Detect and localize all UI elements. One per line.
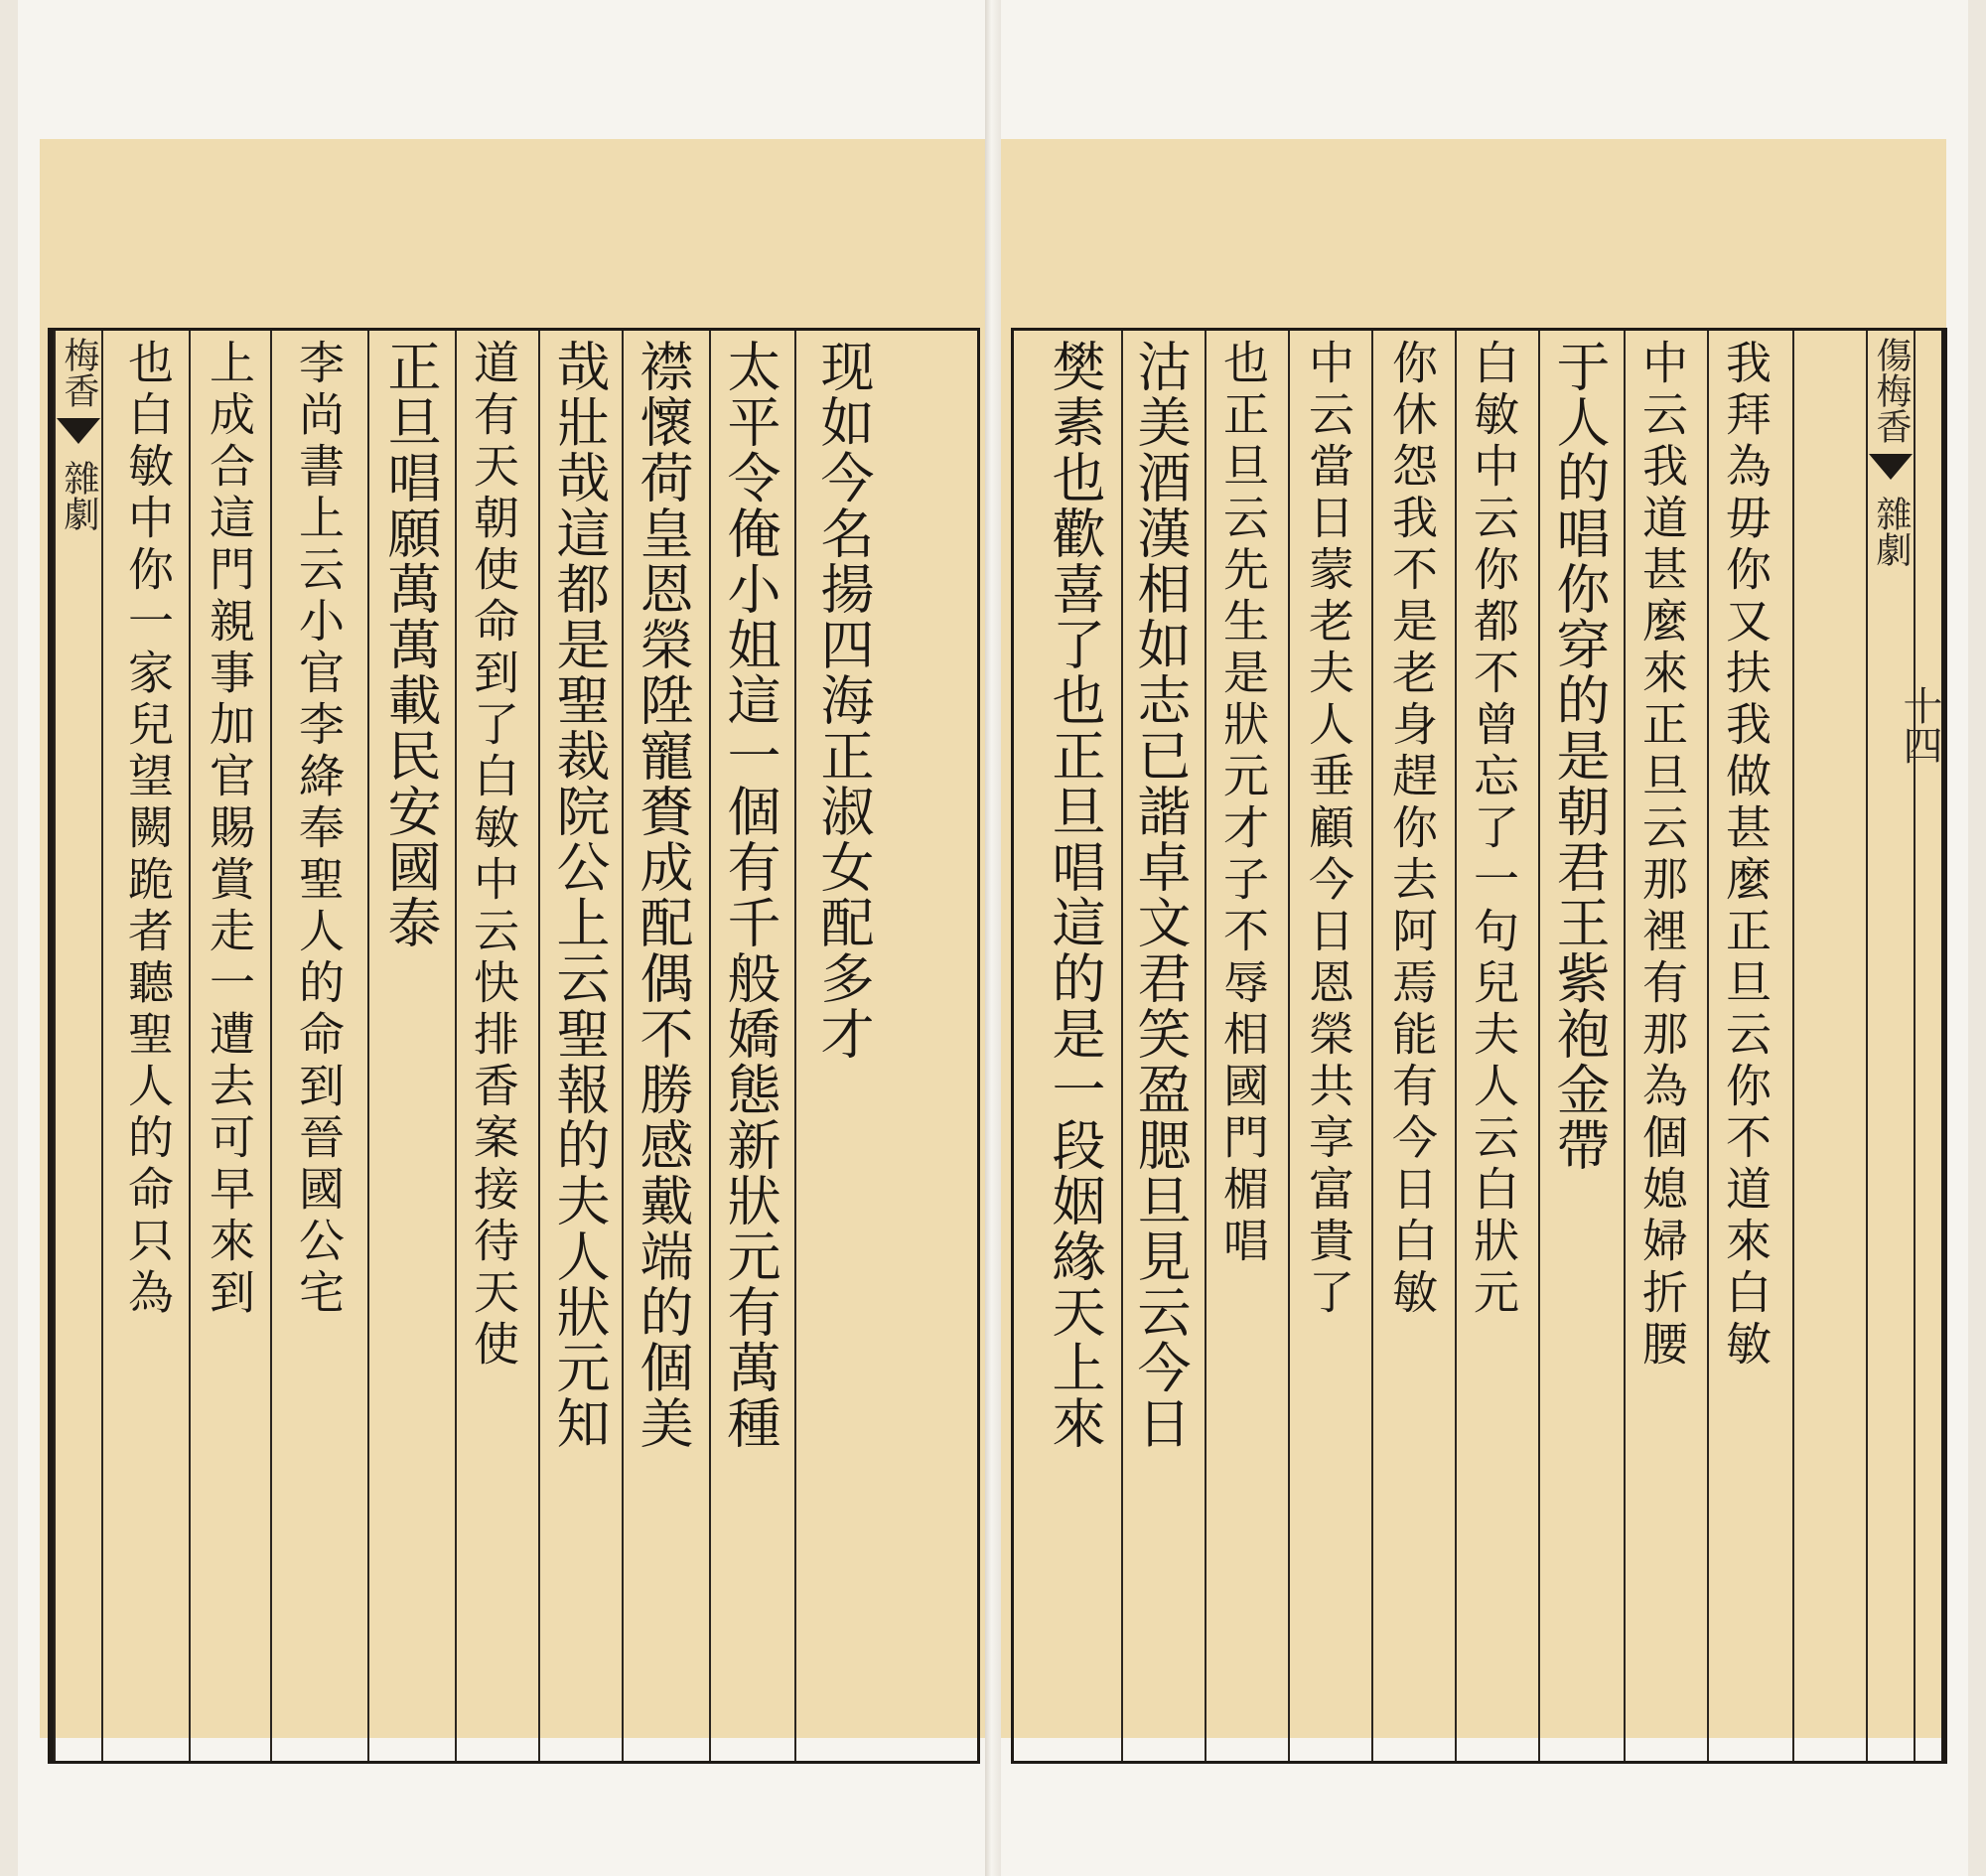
left-page-frame — [48, 328, 980, 1764]
left-column-2 — [715, 331, 784, 1761]
right-page-frame — [1011, 328, 1947, 1764]
right-column-6 — [1294, 331, 1363, 1761]
right-column-4 — [1459, 331, 1528, 1761]
column-text: 上成合這門親事加官賜賞走一遭去可早來到 — [203, 339, 256, 1320]
column-rule — [1205, 331, 1206, 1761]
left-column-8 — [195, 331, 264, 1761]
column-text: 中云當日蒙老夫人垂顧今日恩榮共享富貴了 — [1302, 339, 1355, 1320]
right-column-3 — [1544, 331, 1614, 1761]
left-column-1 — [808, 331, 878, 1761]
right-page-spine — [1866, 331, 1915, 1761]
column-text: 沽美酒漢相如志已諧卓文君笑盈腮旦見云今日 — [1129, 339, 1192, 1451]
left-spine-section: 雜劇 — [59, 460, 99, 531]
right-column-8 — [1125, 331, 1195, 1761]
fishtail-ornament-icon — [57, 418, 100, 444]
column-rule — [1121, 331, 1123, 1761]
column-text: 道有天朝使命到了白敏中云快排香案接待天使 — [467, 339, 520, 1371]
column-rule — [189, 331, 191, 1761]
column-rule — [709, 331, 711, 1761]
right-column-2 — [1628, 331, 1697, 1761]
column-text: 现如今名揚四海正淑女配多才 — [812, 339, 875, 1062]
column-text: 正旦唱願萬萬載民安國泰 — [379, 339, 442, 950]
column-text: 太平令俺小姐這一個有千般嬌態新狀元有萬種 — [719, 339, 781, 1451]
column-text: 也白敏中你一家兒望闕跪者聽聖人的命只為 — [121, 339, 175, 1320]
column-text: 于人的唱你穿的是朝君王紫袍金帶 — [1548, 339, 1611, 1173]
column-rule — [1624, 331, 1626, 1761]
column-rule — [622, 331, 624, 1761]
column-text: 白敏中云你都不曾忘了一句兒夫人云白狀元 — [1467, 339, 1520, 1320]
column-text: 李尚書上云小官李絳奉聖人的命到晉國公宅 — [292, 339, 346, 1320]
column-rule — [270, 331, 272, 1761]
column-rule — [1707, 331, 1709, 1761]
column-text: 襟懷荷皇恩榮陞寵賚成配偶不勝感戴端的個美 — [632, 339, 694, 1451]
column-text: 中云我道甚麼來正旦云那裡有那為個媳婦折腰 — [1635, 339, 1689, 1371]
left-column-9 — [113, 331, 183, 1761]
left-spine-title: 梅香 — [59, 337, 99, 408]
column-text: 也正旦云先生是狀元才子不辱相國門楣唱 — [1216, 339, 1270, 1268]
column-rule — [538, 331, 540, 1761]
folio-number: 十四 — [1897, 685, 1942, 765]
right-spine-title: 傷梅香 — [1871, 337, 1912, 444]
column-rule — [1455, 331, 1457, 1761]
column-text: 我拜為毋你又扶我做甚麼正旦云你不道來白敏 — [1719, 339, 1773, 1371]
book-gutter — [985, 0, 1001, 1876]
fishtail-ornament-icon — [1869, 454, 1913, 480]
column-rule — [794, 331, 796, 1761]
right-spine-section: 雜劇 — [1871, 496, 1912, 567]
column-text: 你休怨我不是老身趕你去阿焉能有今日白敏 — [1385, 339, 1439, 1320]
left-column-7 — [284, 331, 354, 1761]
column-rule — [1288, 331, 1290, 1761]
right-column-9 — [1040, 331, 1109, 1761]
column-rule — [1371, 331, 1373, 1761]
right-column-7 — [1208, 331, 1278, 1761]
left-column-5 — [459, 331, 528, 1761]
column-rule — [455, 331, 457, 1761]
column-rule — [1538, 331, 1540, 1761]
left-column-6 — [375, 331, 445, 1761]
column-rule — [367, 331, 369, 1761]
left-page-spine — [54, 331, 103, 1761]
column-text: 樊素也歡喜了也正旦唱這的是一段姻緣天上來 — [1044, 339, 1106, 1451]
column-rule — [1792, 331, 1794, 1761]
right-column-5 — [1377, 331, 1447, 1761]
column-text: 哉壯哉這都是聖裁院公上云聖報的夫人狀元知 — [548, 339, 611, 1451]
left-column-3 — [628, 331, 697, 1761]
left-column-4 — [544, 331, 614, 1761]
right-column-1 — [1711, 331, 1780, 1761]
